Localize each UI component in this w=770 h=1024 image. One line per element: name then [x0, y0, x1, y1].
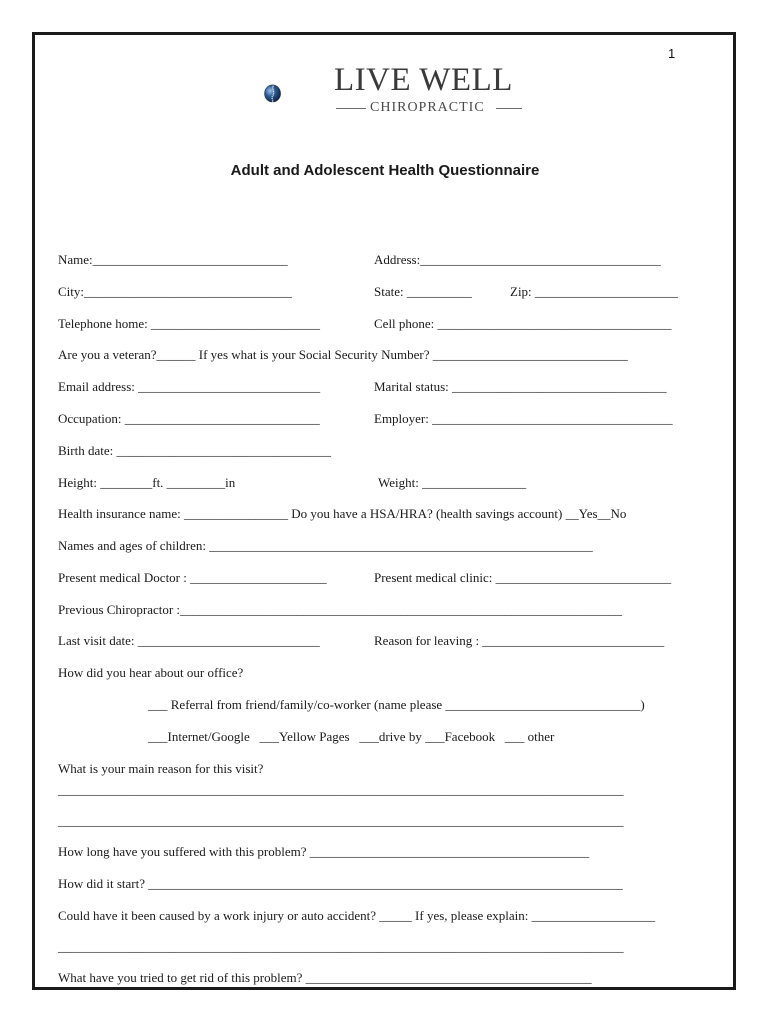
clinic-logo: [264, 56, 334, 132]
logo-rule-right: [496, 108, 522, 109]
logo-rule-left: [336, 108, 366, 109]
state-field[interactable]: State: __________: [374, 284, 472, 299]
telephone-home-field[interactable]: Telephone home: __________________________: [58, 316, 320, 331]
explain-line[interactable]: _______________________________________________________________________________________: [58, 939, 624, 954]
email-field[interactable]: Email address: ____________________________: [58, 379, 321, 394]
form-title: Adult and Adolescent Health Questionnaire: [230, 162, 540, 179]
source-options[interactable]: ___Internet/Google ___Yellow Pages ___drive by ___Facebook ___ other: [148, 729, 555, 744]
tried-field[interactable]: What have you tried to get rid of this problem? ____________________________________________: [58, 970, 592, 985]
logo-sub-text: CHIROPRACTIC: [370, 100, 485, 115]
city-field[interactable]: City:________________________________: [58, 284, 293, 299]
cell-phone-field[interactable]: Cell phone: ____________________________________: [374, 316, 672, 331]
children-field[interactable]: Names and ages of children: ___________________________________________________________: [58, 538, 593, 553]
referral-option[interactable]: ___ Referral from friend/family/co-worker (name please ______________________________): [148, 697, 645, 712]
address-field[interactable]: Address:_____________________________________: [374, 252, 661, 267]
height-field[interactable]: Height: ________ft. _________in: [58, 475, 236, 490]
veteran-ssn-field[interactable]: Are you a veteran?______ If yes what is your Social Security Number? ______________________________: [58, 347, 628, 362]
medical-clinic-field[interactable]: Present medical clinic: ___________________________: [374, 570, 672, 585]
employer-field[interactable]: Employer: _____________________________________: [374, 411, 673, 426]
how-start-field[interactable]: How did it start? _________________________________________________________________________: [58, 876, 623, 891]
logo-brand-text: LIVE WELL: [334, 62, 513, 98]
how-long-field[interactable]: How long have you suffered with this problem? ___________________________________________: [58, 844, 590, 859]
occupation-field[interactable]: Occupation: ______________________________: [58, 411, 320, 426]
hear-about-question: How did you hear about our office?: [58, 665, 244, 680]
reason-for-leaving-field[interactable]: Reason for leaving : ____________________________: [374, 633, 665, 648]
health-insurance-field[interactable]: Health insurance name: ________________ Do you have a HSA/HRA? (health savings account) __Yes__No: [58, 506, 627, 521]
main-reason-line-1[interactable]: _______________________________________________________________________________________: [58, 782, 624, 797]
previous-chiropractor-field[interactable]: Previous Chiropractor :____________________________________________________________________: [58, 602, 623, 617]
marital-status-field[interactable]: Marital status: _________________________________: [374, 379, 667, 394]
last-visit-date-field[interactable]: Last visit date: ____________________________: [58, 633, 320, 648]
name-field[interactable]: Name:______________________________: [58, 252, 288, 267]
main-reason-line-2[interactable]: _______________________________________________________________________________________: [58, 813, 624, 828]
birth-date-field[interactable]: Birth date: _________________________________: [58, 443, 331, 458]
main-reason-question: What is your main reason for this visit?: [58, 761, 264, 776]
weight-field[interactable]: Weight: ________________: [378, 475, 527, 490]
work-injury-field[interactable]: Could have it been caused by a work injury or auto accident? _____ If yes, please explain: ___________________: [58, 908, 656, 923]
zip-field[interactable]: Zip: ______________________: [510, 284, 678, 299]
medical-doctor-field[interactable]: Present medical Doctor : _____________________: [58, 570, 327, 585]
page-number: 1: [668, 46, 676, 61]
